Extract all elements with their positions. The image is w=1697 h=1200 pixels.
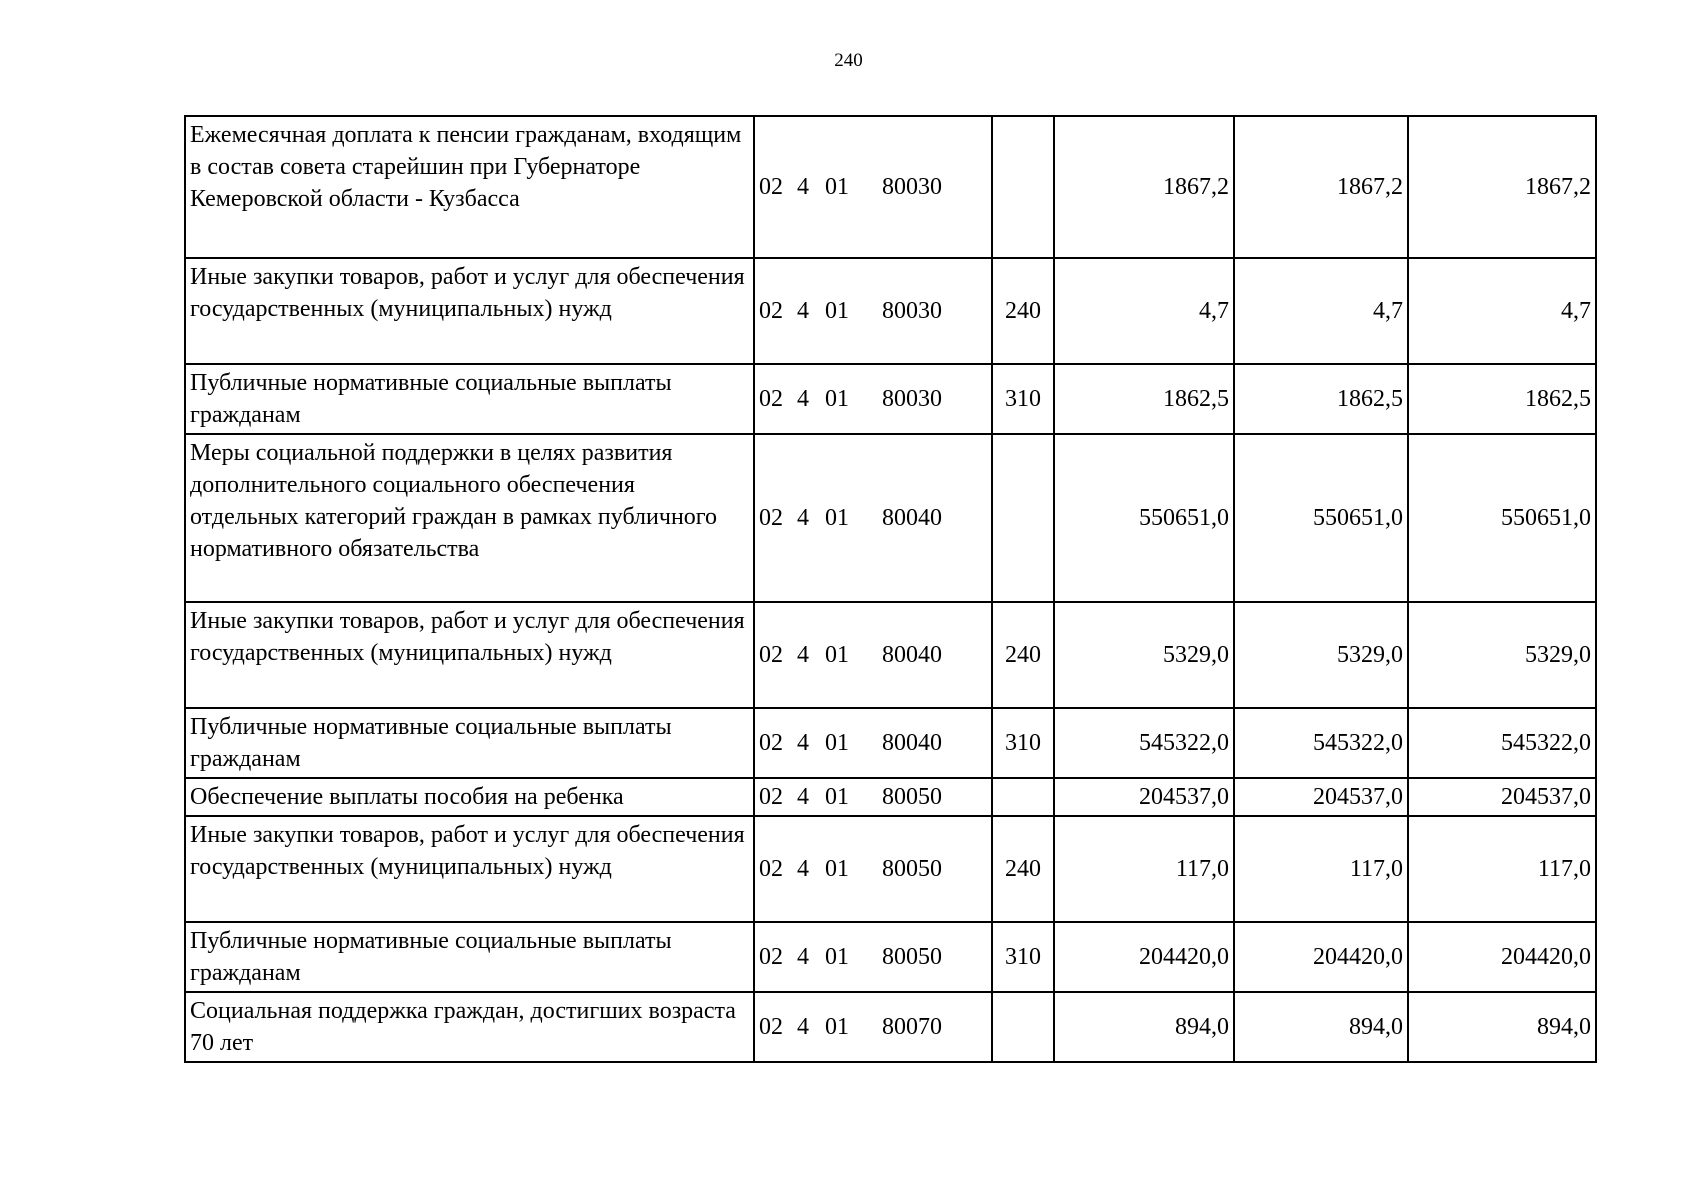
code-subprogram: 4 — [797, 505, 809, 531]
row-value-3: 545322,0 — [1408, 708, 1596, 778]
code-subprogram: 4 — [797, 856, 809, 882]
row-value-2: 894,0 — [1234, 992, 1408, 1062]
code-subprogram: 4 — [797, 1014, 809, 1040]
row-value-1: 894,0 — [1054, 992, 1234, 1062]
code-direction: 80050 — [882, 944, 942, 970]
code-program: 02 — [759, 174, 783, 200]
code-main-event: 01 — [825, 730, 849, 756]
table-row — [185, 434, 1596, 602]
code-main-event: 01 — [825, 642, 849, 668]
row-code — [754, 992, 992, 1062]
row-expense-type: 310 — [992, 922, 1054, 992]
row-value-1: 204537,0 — [1054, 778, 1234, 816]
row-expense-type: 310 — [992, 364, 1054, 434]
code-main-event: 01 — [825, 298, 849, 324]
row-expense-type: 240 — [992, 816, 1054, 922]
table-body — [185, 116, 1596, 1062]
code-main-event: 01 — [825, 505, 849, 531]
row-value-3: 5329,0 — [1408, 602, 1596, 708]
row-value-2: 1867,2 — [1234, 116, 1408, 258]
row-name: Ежемесячная доплата к пенсии гражданам, входящим в состав совета старейшин при Губернаторе Кемеровской области - Кузбасса — [185, 116, 754, 258]
row-expense-type — [992, 116, 1054, 258]
code-subprogram: 4 — [797, 386, 809, 412]
table-row — [185, 364, 1596, 434]
row-value-2: 5329,0 — [1234, 602, 1408, 708]
code-direction: 80030 — [882, 386, 942, 412]
row-value-1: 117,0 — [1054, 816, 1234, 922]
row-value-2: 204420,0 — [1234, 922, 1408, 992]
row-name: Иные закупки товаров, работ и услуг для обеспечения государственных (муниципальных) нужд — [185, 258, 754, 364]
row-name: Публичные нормативные социальные выплаты гражданам — [185, 922, 754, 992]
row-code — [754, 434, 992, 602]
row-code — [754, 816, 992, 922]
row-value-1: 550651,0 — [1054, 434, 1234, 602]
row-value-3: 117,0 — [1408, 816, 1596, 922]
code-main-event: 01 — [825, 944, 849, 970]
code-program: 02 — [759, 856, 783, 882]
code-program: 02 — [759, 505, 783, 531]
code-program: 02 — [759, 944, 783, 970]
row-value-3: 1867,2 — [1408, 116, 1596, 258]
row-value-2: 550651,0 — [1234, 434, 1408, 602]
row-value-3: 894,0 — [1408, 992, 1596, 1062]
row-name: Публичные нормативные социальные выплаты гражданам — [185, 708, 754, 778]
row-value-3: 1862,5 — [1408, 364, 1596, 434]
row-code — [754, 922, 992, 992]
code-program: 02 — [759, 784, 783, 810]
table-row — [185, 816, 1596, 922]
page-number: 240 — [834, 50, 863, 71]
row-value-1: 204420,0 — [1054, 922, 1234, 992]
table-row — [185, 992, 1596, 1062]
row-value-2: 1862,5 — [1234, 364, 1408, 434]
code-direction: 80040 — [882, 642, 942, 668]
code-direction: 80070 — [882, 1014, 942, 1040]
code-program: 02 — [759, 298, 783, 324]
row-expense-type — [992, 778, 1054, 816]
row-expense-type: 240 — [992, 602, 1054, 708]
row-expense-type: 310 — [992, 708, 1054, 778]
code-direction: 80050 — [882, 856, 942, 882]
code-direction: 80040 — [882, 505, 942, 531]
row-value-3: 204420,0 — [1408, 922, 1596, 992]
code-direction: 80030 — [882, 174, 942, 200]
row-code — [754, 116, 992, 258]
code-direction: 80030 — [882, 298, 942, 324]
code-subprogram: 4 — [797, 298, 809, 324]
row-expense-type — [992, 434, 1054, 602]
row-name: Обеспечение выплаты пособия на ребенка — [185, 778, 754, 816]
code-direction: 80050 — [882, 784, 942, 810]
row-value-1: 545322,0 — [1054, 708, 1234, 778]
code-main-event: 01 — [825, 856, 849, 882]
code-direction: 80040 — [882, 730, 942, 756]
row-value-3: 204537,0 — [1408, 778, 1596, 816]
row-value-2: 117,0 — [1234, 816, 1408, 922]
code-program: 02 — [759, 730, 783, 756]
code-program: 02 — [759, 1014, 783, 1040]
row-value-1: 1862,5 — [1054, 364, 1234, 434]
code-subprogram: 4 — [797, 944, 809, 970]
row-code — [754, 602, 992, 708]
row-expense-type: 240 — [992, 258, 1054, 364]
row-name: Иные закупки товаров, работ и услуг для обеспечения государственных (муниципальных) нужд — [185, 602, 754, 708]
code-subprogram: 4 — [797, 174, 809, 200]
code-main-event: 01 — [825, 174, 849, 200]
row-value-2: 545322,0 — [1234, 708, 1408, 778]
row-name: Социальная поддержка граждан, достигших возраста 70 лет — [185, 992, 754, 1062]
row-code — [754, 364, 992, 434]
row-value-3: 4,7 — [1408, 258, 1596, 364]
code-subprogram: 4 — [797, 784, 809, 810]
table-row — [185, 778, 1596, 816]
row-value-1: 5329,0 — [1054, 602, 1234, 708]
row-code — [754, 258, 992, 364]
row-value-2: 204537,0 — [1234, 778, 1408, 816]
table-row — [185, 708, 1596, 778]
code-program: 02 — [759, 642, 783, 668]
row-value-1: 1867,2 — [1054, 116, 1234, 258]
row-value-2: 4,7 — [1234, 258, 1408, 364]
code-main-event: 01 — [825, 784, 849, 810]
row-name: Иные закупки товаров, работ и услуг для обеспечения государственных (муниципальных) нужд — [185, 816, 754, 922]
table-row — [185, 258, 1596, 364]
row-value-1: 4,7 — [1054, 258, 1234, 364]
table-row — [185, 602, 1596, 708]
row-name: Меры социальной поддержки в целях развития дополнительного социального обеспечения отдельных категорий граждан в рамках публичного нормативного обязательства — [185, 434, 754, 602]
code-subprogram: 4 — [797, 730, 809, 756]
row-expense-type — [992, 992, 1054, 1062]
budget-table — [184, 115, 1597, 1063]
code-main-event: 01 — [825, 386, 849, 412]
code-subprogram: 4 — [797, 642, 809, 668]
code-program: 02 — [759, 386, 783, 412]
row-value-3: 550651,0 — [1408, 434, 1596, 602]
row-name: Публичные нормативные социальные выплаты гражданам — [185, 364, 754, 434]
table-row — [185, 922, 1596, 992]
row-code — [754, 708, 992, 778]
table-row — [185, 116, 1596, 258]
row-code — [754, 778, 992, 816]
code-main-event: 01 — [825, 1014, 849, 1040]
